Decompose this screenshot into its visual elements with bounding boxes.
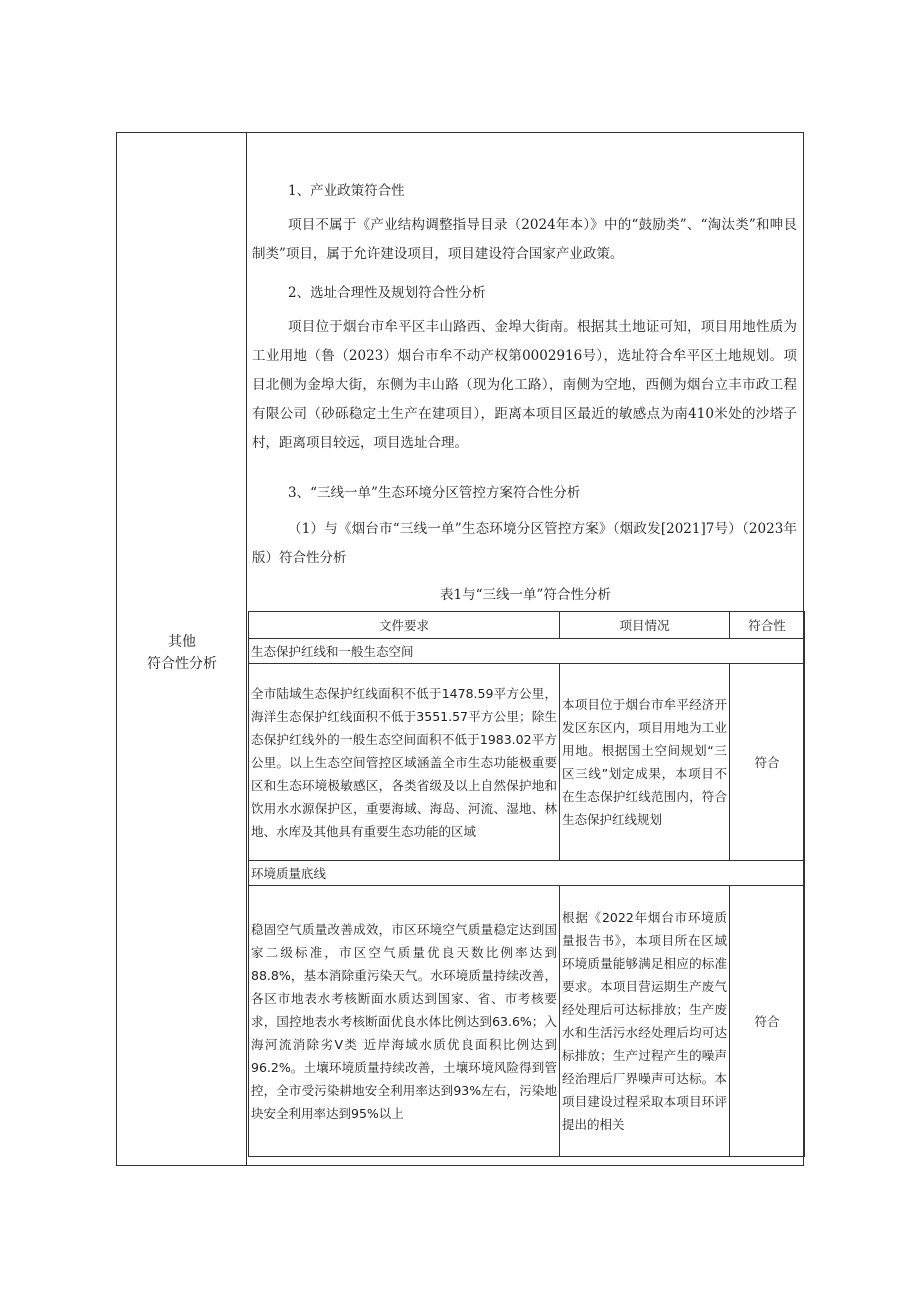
- group-1-project: 本项目位于烟台市牟平经济开发区东区内，项目用地为工业用地。根据国土空间规划“三区三线”划定成果，本项目不在生态保护红线范围内，符合生态保护红线规划: [560, 664, 730, 861]
- header-project: 项目情况: [560, 612, 730, 639]
- group-1-requirement: 全市陆域生态保护红线面积不低于1478.59平方公里，海洋生态保护红线面积不低于3551.57平方公里；除生态保护红线外的一般生态空间面积不低于1983.02平方公里。以上生态空间管控区域涵盖全市生态功能极重要区和生态环境极敏感区，各类省级及以上自然保护地和饮用水水源保护区，重要海域、海岛、河流、湿地、林地、水库及其他具有重要生态功能的区域: [249, 664, 560, 861]
- left-label-line2: 符合性分析: [147, 656, 217, 672]
- main-frame: [116, 132, 804, 1166]
- section-2-body: 项目位于烟台市牟平区丰山路西、金埠大街南。根据其土地证可知，项目用地性质为工业用地（鲁（2023）烟台市牟不动产权第0002916号），选址符合牟平区土地规划。项目北侧为金埠大街，东侧为丰山路（现为化工路），南侧为空地，西侧为烟台立丰市政工程有限公司（砂砾稳定土生产在建项目），距离本项目区最近的敏感点为南410米处的沙塔子村，距离项目较远，项目选址合理。: [252, 319, 797, 451]
- section-1-body: 项目不属于《产业结构调整指导目录（2024年本）》中的“鼓励类”、“淘汰类”和呻艮制类”项目，属于允许建设项目，项目建设符合国家产业政策。: [252, 217, 797, 262]
- group-1-title: 生态保护红线和一般生态空间: [249, 639, 805, 664]
- left-column: [117, 133, 247, 1165]
- section-1-title: 1、产业政策符合性: [288, 183, 405, 199]
- group-1-compliance: 符合: [730, 664, 805, 861]
- header-compliance: 符合性: [730, 612, 805, 639]
- table-row: [249, 664, 805, 861]
- header-requirement: 文件要求: [249, 612, 560, 639]
- table-header-row: [249, 612, 805, 639]
- group-2-title-row: [249, 861, 805, 886]
- compliance-table: [248, 611, 805, 1157]
- section-3-title: 3、“三线一单”生态环境分区管控方案符合性分析: [288, 485, 581, 501]
- section-2-title: 2、选址合理性及规划符合性分析: [288, 285, 486, 301]
- group-2-requirement: 稳固空气质量改善成效，市区环境空气质量稳定达到国家二级标准，市区空气质量优良天数比例率达到88.8%，基本消除重污染天气。水环境质量持续改善，各区市地表水考核断面水质达到国家、省、市考核要求，国控地表水考核断面优良水体比例达到63.6%；入海河流消除劣V类 近岸海域水质优良面积比例达到96.2%。土壤环境质量持续改善，土壤环境风险得到管控，全市受污染耕地安全利用率达到93%左右，污染地块安全利用率达到95%以上: [249, 886, 560, 1157]
- left-label-line1: 其他: [168, 634, 196, 650]
- left-column-label: [117, 631, 247, 675]
- table-row: [249, 886, 805, 1157]
- group-2-title: 环境质量底线: [249, 861, 805, 886]
- content-column: [248, 133, 803, 1165]
- section-3-subtitle: （1）与《烟台市“三线一单”生态环境分区管控方案》（烟政发[2021]7号）（2023年版）符合性分析: [252, 521, 797, 566]
- group-2-project: 根据《2022年烟台市环境质量报告书》，本项目所在区域环境质量能够满足相应的标准要求。本项目营运期生产废气经处理后可达标排放；生产废水和生活污水经处理后均可达标排放；生产过程产生的噪声经治理后厂界噪声可达标。本项目建设过程采取本项目环评提出的相关: [560, 886, 730, 1157]
- group-1-title-row: [249, 639, 805, 664]
- table-caption: 表1与“三线一单”符合性分析: [440, 587, 611, 603]
- group-2-compliance: 符合: [730, 886, 805, 1157]
